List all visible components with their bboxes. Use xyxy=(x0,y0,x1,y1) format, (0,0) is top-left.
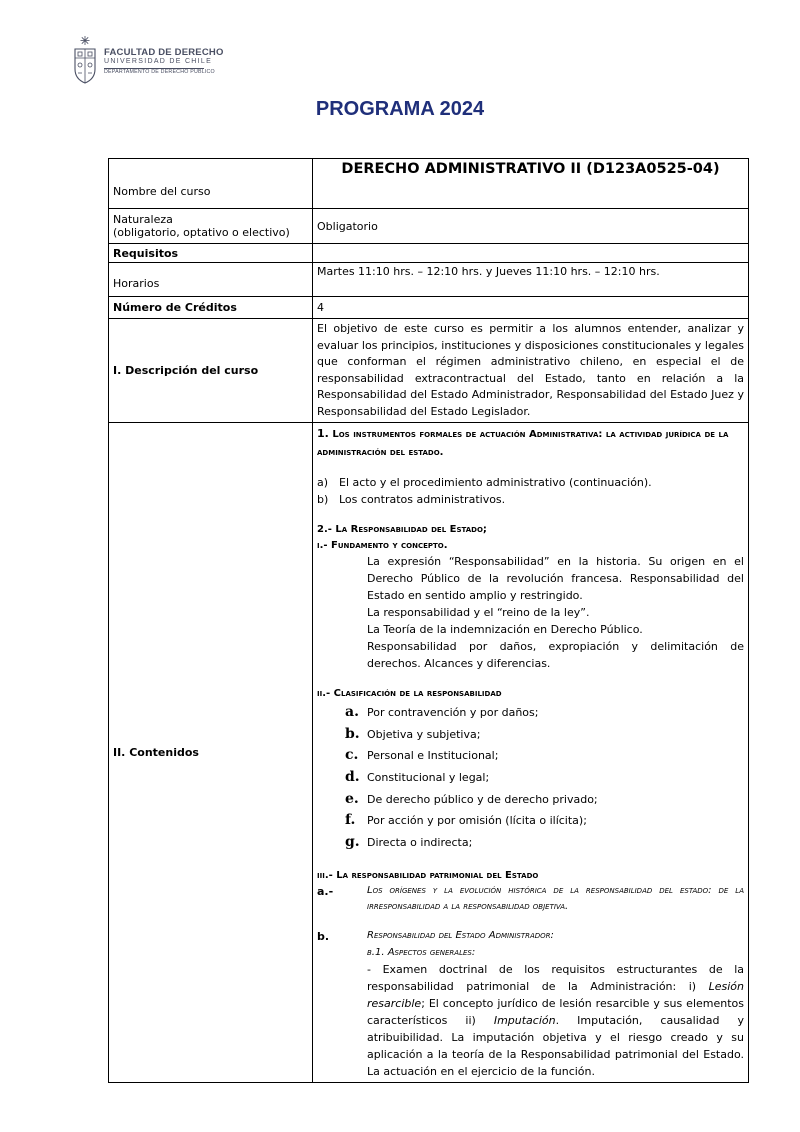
list-item: b. Responsabilidad del Estado Administrador: xyxy=(317,930,554,944)
subsection-ii-title: ii.- Clasificación de la responsabilidad xyxy=(317,688,502,700)
contents-label: II. Contenidos xyxy=(109,423,313,1083)
schedule-label: Horarios xyxy=(109,263,313,297)
list-item: a. Por contravención y por daños; xyxy=(345,703,539,720)
list-item: f. Por acción y por omisión (lícita o ilícita); xyxy=(345,812,587,829)
contents-body xyxy=(313,423,749,1083)
paragraph: La expresión “Responsabilidad” en la historia. Su origen en el Derecho Público de la revolución francesa. Responsabilidad del Estado en sentido amplio y restringido. xyxy=(367,555,744,603)
requirements-label: Requisitos xyxy=(109,244,313,263)
paragraph: La responsabilidad y el “reino de la ley”. xyxy=(367,606,590,620)
section-2-title: 2.- La Responsabilidad del Estado; xyxy=(317,524,487,536)
description-value: El objetivo de este curso es permitir a los alumnos entender, analizar y evaluar los principios, instituciones y disposiciones constitucionales y legales que conforman el régimen administrativo chileno, en especial el de responsabilidad extracontractual del Estado, tanto en relación a la Responsabilidad del Estado Administrador, Responsabilidad del Estado Juez y Responsabilidad del Estado Legislador. xyxy=(313,319,749,423)
description-label: I. Descripción del curso xyxy=(109,319,313,423)
schedule-value: Martes 11:10 hrs. – 12:10 hrs. y Jueves 11:10 hrs. – 12:10 hrs. xyxy=(313,263,749,297)
list-item: b) Los contratos administrativos. xyxy=(317,493,506,507)
list-item: c. Personal e Institucional; xyxy=(345,747,499,764)
list-item: e. De derecho público y de derecho privado; xyxy=(345,790,598,807)
section-1-title: 1. Los instrumentos formales de actuación Administrativa: la actividad jurídica de la administración del estado. xyxy=(317,427,729,458)
logo-department-name: DEPARTAMENTO DE DERECHO PÚBLICO xyxy=(104,69,215,76)
subheading: b.1. Aspectos generales: xyxy=(367,947,476,959)
list-item: a.- Los orígenes y la evolución histórica de la responsabilidad del estado: de la irresponsabilidad a la responsabilidad objetiva. xyxy=(317,885,744,912)
nature-value: Obligatorio xyxy=(313,209,749,244)
course-name-value: DERECHO ADMINISTRATIVO II (D123A0525-04) xyxy=(313,159,749,209)
requirements-value xyxy=(313,244,749,263)
list-item: b. Objetiva y subjetiva; xyxy=(345,725,481,742)
subsection-iii-title: iii.- La responsabilidad patrimonial del Estado xyxy=(317,869,539,881)
credits-label: Número de Créditos xyxy=(109,297,313,319)
list-item: g. Directa o indirecta; xyxy=(345,834,473,851)
subsection-i-title: i.- Fundamento y concepto. xyxy=(317,539,448,551)
paragraph: Responsabilidad por daños, expropiación y delimitación de derechos. Alcances y diferencias. xyxy=(367,640,744,671)
logo-university-name: UNIVERSIDAD DE CHILE xyxy=(104,58,213,66)
course-name-label: Nombre del curso xyxy=(109,159,313,209)
page-title: PROGRAMA 2024 xyxy=(315,98,485,120)
nature-label: Naturaleza (obligatorio, optativo o electivo) xyxy=(109,209,313,244)
faculty-logo xyxy=(70,33,224,89)
paragraph: - Examen doctrinal de los requisitos estructurantes de la responsabilidad patrimonial de la Administración: i) Lesión resarcible; El concepto jurídico de lesión resarcible y sus elementos característicos ii) Imputación. Imputación, causalidad y atribuibilidad. La imputación objetiva y el riesgo creado y su aplicación a la teoría de la Responsabilidad patrimonial del Estado. La actuación en el ejercicio de la función. xyxy=(367,962,744,1079)
list-item: a) El acto y el procedimiento administrativo (continuación). xyxy=(317,476,652,489)
logo-faculty-name: FACULTAD DE DERECHO xyxy=(104,47,224,58)
university-shield-icon xyxy=(70,33,100,89)
list-item: d. Constitucional y legal; xyxy=(345,768,490,785)
paragraph: La Teoría de la indemnización en Derecho Público. xyxy=(367,623,643,637)
course-program-table xyxy=(108,158,749,1083)
credits-value: 4 xyxy=(313,297,749,319)
